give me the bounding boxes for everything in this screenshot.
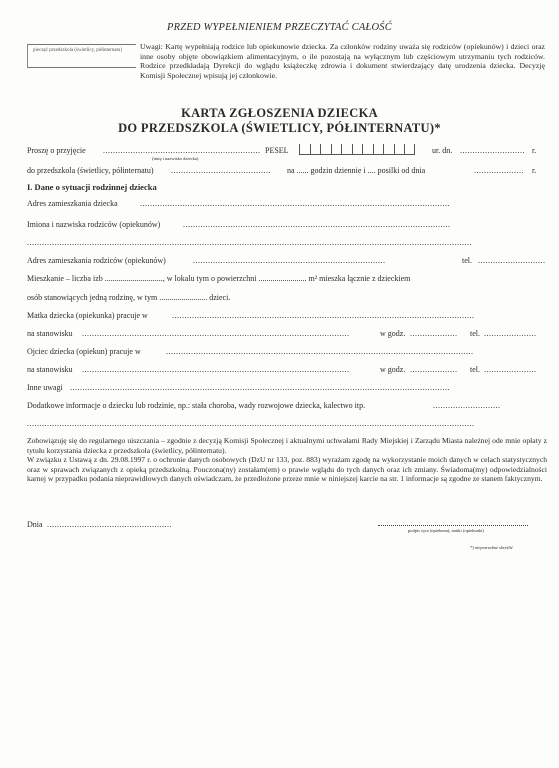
child-address-field[interactable]: ............................................................................................................................ <box>140 199 450 208</box>
other-notes-label: Inne uwagi <box>27 383 63 392</box>
child-name-caption: (imię i nazwisko dziecka) <box>152 156 199 161</box>
parents-address-field[interactable]: ............................................................................. <box>193 256 386 265</box>
pesel-label: PESEL <box>265 146 289 155</box>
birth-year-suffix: r. <box>532 146 537 155</box>
instructions-note: Uwagi: Kartę wypełniają rodzice lub opiekunowie dziecka. Za członków rodziny uważa się rodziców (opiekunów) i dzieci oraz inne osoby objęte obowiązkiem alimentacyjnym, o ile pozostają na wyłącznym lub częściowym utrzymaniu tych rodziców. Rodzice przedkładają Dyrekcji do wglądu książeczkę zdrowia i dokument stwierdzający datę urodzenia dziecka. Decyzję Komisji Społecznej wpisują jej członkowie. <box>140 42 545 80</box>
father-hours-label: w godz. <box>380 365 406 374</box>
flat-info-line: Mieszkanie – liczba izb ............................., w lokalu tym o powierzchni ........................ m² mieszka łącznie z dzieckiem <box>27 274 411 283</box>
birth-date-field[interactable]: .......................... <box>460 146 525 155</box>
child-address-label: Adres zamieszkania dziecka <box>27 199 118 208</box>
data-consent-declaration: W związku z Ustawą z dn. 29.08.1997 r. o ochronie danych osobowych (DzU nr 133, poz. 883) wyrażam zgodę na wykorzystanie moich danych w celach statystycznych oraz w sprawach związanych z opieką przedszkolną. Pouczona(ny) zostałam(em) o prawie wglądu do tych danych oraz ich zmiany. Świadoma(my) odpowiedzialności karnej w przypadku podania nieprawidłowych danych oświadczam, że przedłożone przeze mnie w niniejszej karcie na str. 1 informacje są zgodne ze stanem faktycznym. <box>27 455 547 484</box>
fee-declaration: Zobowiązuję się do regularnego uiszczania – zgodnie z decyzją Komisji Społecznej i aktualnymi uchwałami Rady Miejskiej i Zarządu Miasta należnej ode mnie opłaty z tytułu korzystania dziecka z przedszkola (świetlicy, półinternatu). <box>27 436 547 455</box>
signature-caption: podpis ojca (opiekuna), matki (opiekunki) <box>408 528 484 533</box>
father-work-label: Ojciec dziecka (opiekun) pracuje w <box>27 347 141 356</box>
hours-meals-text: na ...... godzin dziennie i .... posilki od dnia <box>287 166 426 175</box>
father-hours-field[interactable]: ................... <box>410 365 458 374</box>
mother-position-field[interactable]: ........................................................................................................... <box>82 329 350 338</box>
parents-names-field-2[interactable]: .................................................................................................................................................................................. <box>27 238 472 247</box>
father-tel-field[interactable]: ..................... <box>484 365 537 374</box>
mother-tel-label: tel. <box>470 329 480 338</box>
parents-names-field[interactable]: ........................................................................................................... <box>183 220 451 229</box>
institution-field[interactable]: ........................................ <box>171 166 271 175</box>
extra-info-label: Dodatkowe informacje o dziecku lub rodzinie, np.: stała choroba, wady rozwojowe dziecka, kalectwo itp. <box>27 401 366 410</box>
start-date-field[interactable]: .................... <box>474 166 524 175</box>
parents-tel-field[interactable]: ........................... <box>478 256 546 265</box>
extra-info-field[interactable]: ........................... <box>433 401 501 410</box>
start-year-suffix: r. <box>532 166 537 175</box>
other-notes-field[interactable]: ........................................................................................................................................................ <box>70 383 450 392</box>
mother-hours-field[interactable]: ................... <box>410 329 458 338</box>
form-heading-line2: DO PRZEDSZKOLA (ŚWIETLICY, PÓŁINTERNATU)* <box>118 121 441 135</box>
date-field[interactable]: .................................................. <box>47 520 172 529</box>
mother-hours-label: w godz. <box>380 329 406 338</box>
parents-names-label: Imiona i nazwiska rodziców (opiekunów) <box>27 220 161 229</box>
footnote: *) niepotrzebne skreślić <box>470 545 513 550</box>
father-position-label: na stanowisku <box>27 365 73 374</box>
family-info-line: osób stanowiących jedną rodzinę, w tym ........................ dzieci. <box>27 293 231 302</box>
section-title: I. Dane o sytuacji rodzinnej dziecka <box>27 182 157 192</box>
school-stamp-box <box>27 44 136 68</box>
date-label: Dnia <box>27 520 43 529</box>
child-name-field[interactable]: ............................................................... <box>103 146 261 155</box>
form-heading-line1: KARTA ZGŁOSZENIA DZIECKA <box>181 106 378 120</box>
birth-date-label: ur. dn. <box>432 146 453 155</box>
top-instruction: PRZED WYPEŁNIENIEM PRZECZYTAĆ CAŁOŚĆ <box>167 22 392 33</box>
extra-info-field-2[interactable]: ................................................................................................................................................................................... <box>27 419 475 428</box>
father-tel-label: tel. <box>470 365 480 374</box>
mother-position-label: na stanowisku <box>27 329 73 338</box>
request-label: Proszę o przyjęcie <box>27 146 86 155</box>
mother-work-label: Matka dziecka (opiekunka) pracuje w <box>27 311 148 320</box>
stamp-caption: pieczęć przedszkola (świetlicy, półinternatu) <box>33 48 123 53</box>
father-work-field[interactable]: ........................................................................................................................... <box>166 347 474 356</box>
institution-label: do przedszkola (świetlicy, półinternatu) <box>27 166 154 175</box>
signature-field[interactable] <box>378 525 528 526</box>
father-position-field[interactable]: ........................................................................................................... <box>82 365 350 374</box>
parents-tel-label: tel. <box>462 256 472 265</box>
mother-tel-field[interactable]: ..................... <box>484 329 537 338</box>
pesel-field[interactable] <box>299 143 415 155</box>
mother-work-field[interactable]: ......................................................................................................................... <box>172 311 475 320</box>
parents-address-label: Adres zamieszkania rodziców (opiekunów) <box>27 256 166 265</box>
